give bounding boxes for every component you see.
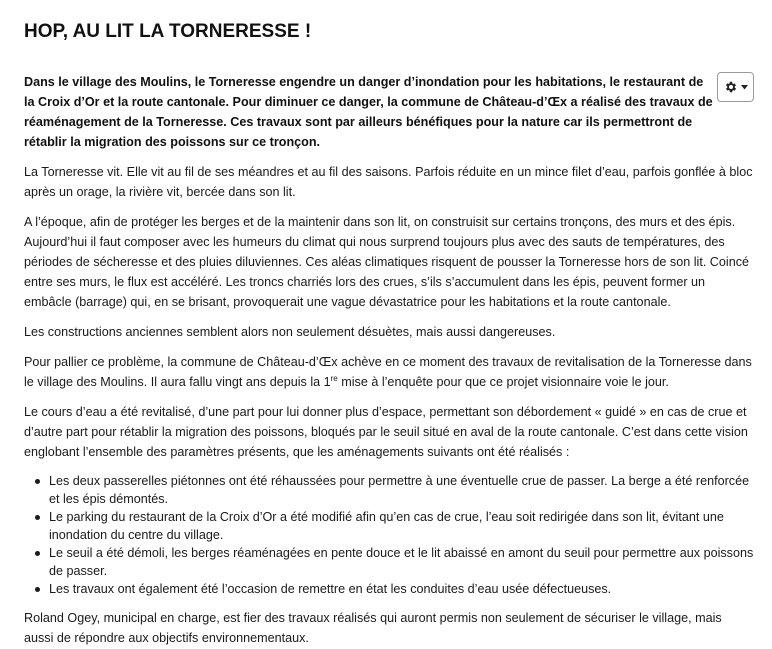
paragraph-text: mise à l’enquête pour que ce projet visionnaire voie le jour. xyxy=(337,375,669,389)
paragraph: Roland Ogey, municipal en charge, est fier des travaux réalisés qui auront permis non seulement de sécuriser le village, mais aussi de répondre aux objectifs environnementaux. xyxy=(24,611,722,645)
settings-dropdown-button[interactable] xyxy=(717,72,754,102)
paragraph: Le cours d’eau a été revitalisé, d’une part pour lui donner plus d’espace, permettant son débordement « guidé » en cas de crue et d’autre part pour rétablir la migration des poissons, bloqués par le seuil situé en aval de la route cantonale. C’est dans cette vision englobant l’ensemble des paramètres présents, que les aménagements suivants ont été réalisés : xyxy=(24,405,748,459)
article-body xyxy=(24,72,754,648)
list-item: Le seuil a été démoli, les berges réaménagées en pente douce et le lit abaissé en amont du seuil pour permettre aux poissons de passer. xyxy=(49,546,754,578)
works-list xyxy=(24,472,754,598)
article-title: HOP, AU LIT LA TORNERESSE ! xyxy=(24,21,312,42)
list-item: Les travaux ont également été l’occasion de remettre en état les conduites d’eau usée défectueuses. xyxy=(49,580,754,598)
paragraph: La Torneresse vit. Elle vit au fil de ses méandres et au fil des saisons. Parfois réduite en un mince filet d’eau, parfois gonflée à bloc après un orage, la rivière vit, bercée dans son lit. xyxy=(24,165,753,199)
list-item: Le parking du restaurant de la Croix d’Or a été modifié afin qu’en cas de crue, l’eau soit redirigée dans son lit, évitant une inondation du centre du village. xyxy=(49,508,754,544)
paragraph: A l’époque, afin de protéger les berges et de la maintenir dans son lit, on construisit sur certains tronçons, des murs et des épis. Aujourd’hui il faut composer avec les humeurs du climat qui nous surprend toujours plus avec des sauts de températures, des périodes de sécheresse et des pluies diluviennes. Ces aléas climatiques risquent de pousser la Torneresse hors de son lit. Coincé entre ses murs, le flux est accéléré. Les troncs charriés lors des crues, s’ils s’accumulent dans les épis, peuvent former un embâcle (barrage) qui, en se brisant, provoquerait une vague dévastatrice pour les habitations et la route cantonale. xyxy=(24,215,750,309)
list-item: Les deux passerelles piétonnes ont été réhaussées pour permettre à une éventuelle crue de passer. La berge a été renforcée et les épis démontés. xyxy=(49,472,754,508)
caret-down-icon xyxy=(741,85,748,90)
paragraph xyxy=(24,352,754,392)
ordinal-suffix: re xyxy=(330,374,338,383)
paragraph: Les constructions anciennes semblent alors non seulement désuètes, mais aussi dangereuses. xyxy=(24,325,556,339)
paragraph-text: Pour pallier ce problème, la commune de Château-d’Œx achève en ce moment des travaux de revitalisation de la Torneresse dans le village des Moulins. Il aura fallu vingt ans depuis la 1 xyxy=(24,355,752,389)
gear-icon xyxy=(724,80,738,94)
article-lead: Dans le village des Moulins, le Torneresse engendre un danger d’inondation pour les habitations, le restaurant de la Croix d’Or et la route cantonale. Pour diminuer ce danger, la commune de Château-d’Œx a réalisé des travaux de réaménagement de la Torneresse. Ces travaux sont par ailleurs bénéfiques pour la nature car ils permettront de rétablir la migration des poissons sur ce tronçon. xyxy=(24,75,713,149)
